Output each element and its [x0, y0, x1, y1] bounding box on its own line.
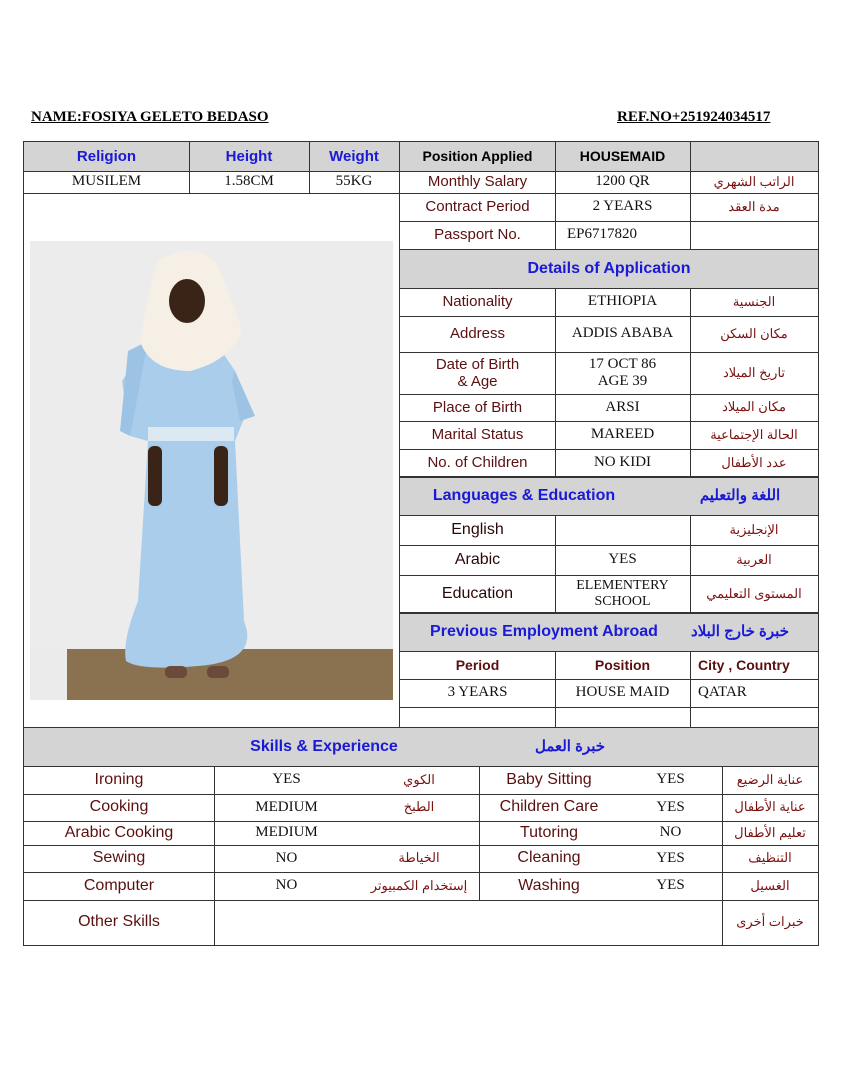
detail-label: No. of Children: [427, 454, 528, 472]
employment-country-header: City , Country: [698, 656, 790, 673]
row-divider: [24, 766, 818, 767]
skill-value: YES: [656, 771, 685, 788]
reference-number: REF.NO+251924034517: [617, 109, 771, 125]
language-arabic: العربية: [736, 551, 772, 567]
detail-value: ARSI: [605, 398, 640, 415]
skill-arabic: الغسيل: [750, 877, 790, 893]
detail-arabic: مكان الميلاد: [722, 399, 786, 415]
detail-value: ETHIOPIA: [587, 293, 658, 310]
detail-value: MAREED: [590, 426, 655, 443]
detail-value: 17 OCT 86 AGE 39: [588, 355, 657, 389]
employment-title: Previous Employment Abroad: [430, 622, 658, 640]
detail-arabic: الجنسية: [732, 293, 776, 309]
skills-title: Skills & Experience: [250, 737, 398, 755]
skill-arabic: التنظيف: [748, 850, 792, 866]
position-applied-label: Position Applied: [422, 148, 533, 165]
row-divider: [24, 821, 818, 822]
col-divider: [555, 515, 556, 613]
weight-label: Weight: [329, 147, 379, 165]
detail-label: Marital Status: [431, 426, 524, 444]
religion-label: Religion: [76, 147, 137, 165]
language-arabic: المستوى التعليمي: [706, 585, 802, 601]
col-divider: [690, 288, 691, 476]
contract-label: Contract Period: [425, 198, 530, 216]
contract-value: 2 YEARS: [592, 198, 653, 215]
skill-label: Washing: [518, 876, 580, 894]
col-divider: [479, 766, 480, 900]
skill-value: YES: [272, 771, 301, 788]
person-photo-icon: [30, 241, 393, 700]
skill-arabic: إستخدام الكمبيوتر: [370, 877, 468, 893]
language-value: ELEMENTERY SCHOOL: [576, 577, 669, 609]
detail-label: Address: [449, 325, 506, 343]
employment-period-header: Period: [455, 656, 500, 673]
detail-label: Date of Birth & Age: [435, 355, 520, 390]
detail-label: Nationality: [442, 293, 513, 311]
language-value: YES: [608, 551, 637, 568]
employment-title-arabic: خبرة خارج البلاد: [691, 623, 789, 641]
skill-value: NO: [275, 849, 298, 866]
employment-position: HOUSE MAID: [575, 684, 670, 701]
candidate-name: NAME:FOSIYA GELETO BEDASO: [31, 109, 269, 125]
skill-value: YES: [656, 798, 685, 815]
skill-label: Computer: [83, 876, 155, 894]
row-divider: [24, 872, 818, 873]
salary-label: Monthly Salary: [427, 173, 528, 191]
skill-value: YES: [656, 877, 685, 894]
passport-label: Passport No.: [434, 226, 521, 244]
language-label: Education: [441, 584, 514, 602]
row-divider: [400, 613, 818, 614]
detail-label: Place of Birth: [432, 398, 523, 416]
height-value: 1.58CM: [224, 173, 274, 190]
salary-arabic: الراتب الشهري: [713, 173, 795, 189]
weight-value: 55KG: [335, 173, 373, 190]
position-applied-value: HOUSEMAID: [579, 148, 666, 165]
skill-label: Arabic Cooking: [64, 823, 174, 841]
passport-value: EP6717820: [567, 226, 638, 243]
skill-label: Cooking: [89, 798, 149, 816]
detail-value: NO KIDI: [593, 454, 652, 471]
skill-value: MEDIUM: [255, 798, 318, 815]
detail-arabic: عدد الأطفال: [721, 454, 787, 470]
languages-title: Languages & Education: [432, 486, 616, 504]
skill-value: MEDIUM: [255, 824, 318, 841]
contract-arabic: مدة العقد: [728, 198, 780, 214]
language-value: [555, 515, 690, 545]
row-divider: [24, 845, 818, 846]
salary-value: 1200 QR: [595, 173, 650, 190]
skill-label: Cleaning: [517, 849, 581, 867]
skill-label: Baby Sitting: [506, 770, 592, 788]
detail-value: ADDIS ABABA: [571, 325, 674, 342]
skill-arabic: عناية الرضيع: [736, 771, 804, 787]
row-divider: [400, 477, 818, 478]
language-label: Arabic: [454, 550, 501, 568]
detail-arabic: مكان السكن: [720, 325, 788, 341]
detail-arabic: الحالة الإجتماعية: [710, 426, 798, 442]
language-arabic: الإنجليزية: [729, 521, 779, 537]
languages-title-arabic: اللغة والتعليم: [699, 487, 781, 505]
candidate-photo: [30, 241, 393, 700]
skill-value: NO: [659, 824, 682, 841]
other-skills-arabic: خبرات أخرى: [736, 914, 804, 930]
col-divider: [690, 515, 691, 613]
detail-arabic: تاريخ الميلاد: [722, 364, 786, 380]
skill-arabic: الطبخ: [403, 799, 435, 815]
skill-arabic: عناية الأطفال: [734, 799, 806, 815]
religion-value: MUSILEM: [71, 173, 142, 190]
skill-arabic: [359, 821, 479, 845]
skill-arabic: الخياطة: [398, 850, 440, 866]
col-divider: [555, 288, 556, 476]
details-title: Details of Application: [527, 259, 691, 277]
other-skills-label: Other Skills: [78, 913, 160, 931]
employment-position-header: Position: [594, 656, 651, 673]
skills-title-arabic: خبرة العمل: [534, 738, 606, 756]
skill-value: YES: [656, 849, 685, 866]
skill-arabic: الكوي: [403, 771, 435, 787]
skill-label: Ironing: [94, 770, 144, 788]
skill-label: Sewing: [92, 849, 146, 867]
row-divider: [24, 794, 818, 795]
employment-period: 3 YEARS: [447, 684, 508, 701]
employment-country: QATAR: [698, 684, 747, 701]
skill-label: Tutoring: [519, 823, 579, 841]
skill-arabic: تعليم الأطفال: [734, 824, 806, 840]
skill-value: NO: [275, 877, 298, 894]
skill-label: Children Care: [499, 798, 599, 816]
language-label: English: [451, 520, 504, 538]
height-label: Height: [225, 147, 273, 165]
